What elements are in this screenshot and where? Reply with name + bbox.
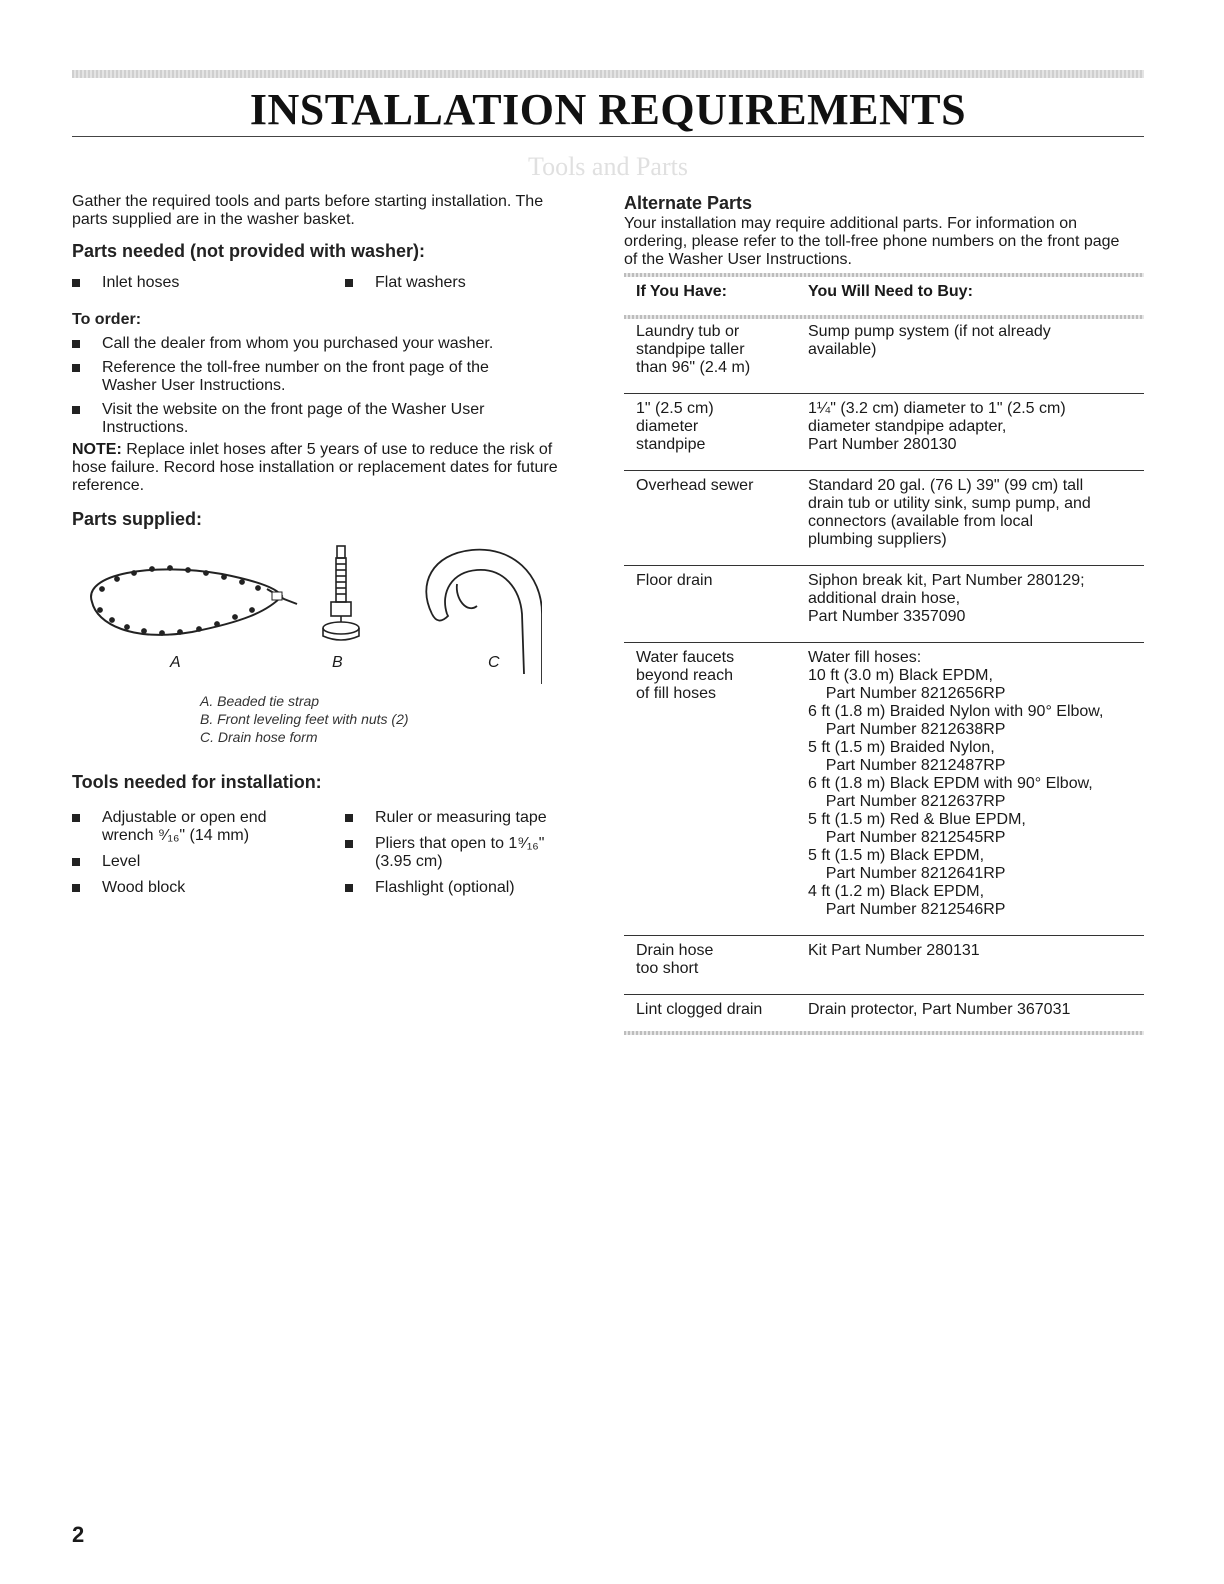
bullet-icon — [345, 814, 353, 822]
drain-hose-form-icon — [426, 550, 542, 684]
cell-line: Part Number 8212545RP — [808, 829, 1006, 846]
list-item: Wood block — [72, 879, 345, 897]
list-item: Call the dealer from whom you purchased your washer. — [72, 335, 532, 353]
list-item: Visit the website on the front page of the Washer User Instructions. — [72, 401, 532, 437]
cell-line: Water faucets — [636, 649, 735, 666]
cell-line: Kit Part Number 280131 — [808, 942, 980, 959]
parts-drawing — [72, 544, 542, 694]
list-item: Pliers that open to 1⁹⁄₁₆" (3.95 cm) — [345, 835, 565, 871]
note-label: NOTE: — [72, 441, 122, 458]
cell-line: Laundry tub or — [636, 323, 740, 340]
bullet-icon — [345, 840, 353, 848]
cell-line: Siphon break kit, Part Number 280129; — [808, 572, 1085, 589]
table-row — [624, 566, 1144, 633]
cell-line: 5 ft (1.5 m) Black EPDM, — [808, 847, 985, 864]
row-separator — [624, 632, 1144, 643]
cell-line: Water fill hoses: — [808, 649, 922, 666]
list-item: Inlet hoses — [72, 274, 345, 292]
table-row — [624, 394, 1144, 461]
cell-line: Sump pump system (if not already — [808, 323, 1051, 340]
to-order-heading: To order: — [72, 311, 142, 328]
bullet-icon — [72, 340, 80, 348]
bullet-icon — [72, 279, 80, 287]
cell-buy — [808, 394, 1144, 461]
table-row — [624, 319, 1144, 383]
cell-line: additional drain hose, — [808, 590, 961, 607]
cell-line: 10 ft (3.0 m) Black EPDM, — [808, 667, 993, 684]
cell-buy — [808, 319, 1144, 383]
table-row — [624, 936, 1144, 985]
col-header-have: If You Have: — [636, 283, 727, 300]
list-item: Level — [72, 853, 345, 871]
part-label-b: B — [332, 654, 343, 671]
beaded-tie-strap-icon — [91, 566, 297, 636]
cell-have — [624, 995, 808, 1026]
note-paragraph — [72, 441, 587, 495]
intro-paragraph: Gather the required tools and parts before starting installation. The parts supplied are in the washer basket. — [72, 193, 544, 228]
row-separator — [624, 984, 1144, 995]
cell-line: beyond reach — [636, 667, 733, 684]
bullet-icon — [72, 406, 80, 414]
alternate-parts-table — [624, 277, 1144, 1025]
row-separator — [624, 555, 1144, 566]
note-text: Replace inlet hoses after 5 years of use to reduce the risk of hose failure. Record hose installation or replacement dates for future reference. — [72, 441, 558, 494]
alternate-intro: Your installation may require additional parts. For information on ordering, please refer to the toll-free phone numbers on the front page of the Washer User Instructions. — [624, 215, 1120, 268]
row-separator — [624, 460, 1144, 471]
page-title: INSTALLATION REQUIREMENTS — [249, 85, 967, 134]
cell-buy — [808, 995, 1144, 1026]
header-rule — [72, 70, 1144, 78]
cell-line: 6 ft (1.8 m) Black EPDM with 90° Elbow, — [808, 775, 1093, 792]
alternate-parts-heading: Alternate Parts — [624, 193, 753, 213]
table-header-row — [624, 277, 1144, 301]
cell-buy — [808, 471, 1144, 556]
parts-legend — [200, 692, 587, 746]
cell-line: diameter standpipe adapter, — [808, 418, 1007, 435]
list-item: Reference the toll-free number on the front page of the Washer User Instructions. — [72, 359, 532, 395]
cell-line: available) — [808, 341, 877, 358]
cell-line: 5 ft (1.5 m) Braided Nylon, — [808, 739, 995, 756]
list-item: Flat washers — [345, 274, 575, 292]
cell-line: Standard 20 gal. (76 L) 39" (99 cm) tall — [808, 477, 1084, 494]
title-divider — [72, 136, 1144, 137]
row-separator — [624, 925, 1144, 936]
left-column — [72, 193, 587, 897]
right-column — [624, 193, 1144, 1035]
to-order-list — [72, 335, 532, 437]
table-bottom-rule — [624, 1031, 1144, 1035]
cell-line: Part Number 8212546RP — [808, 901, 1006, 918]
cell-line: Part Number 8212487RP — [808, 757, 1006, 774]
bullet-icon — [72, 364, 80, 372]
cell-buy — [808, 936, 1144, 985]
cell-line: 5 ft (1.5 m) Red & Blue EPDM, — [808, 811, 1026, 828]
cell-have — [624, 394, 808, 461]
cell-buy — [808, 566, 1144, 633]
tools-heading: Tools needed for installation: — [72, 772, 322, 792]
leveling-foot-icon — [323, 546, 359, 640]
cell-have — [624, 471, 808, 556]
cell-line: Drain hose — [636, 942, 714, 959]
cell-line: Part Number 8212656RP — [808, 685, 1006, 702]
cell-line: too short — [636, 960, 699, 977]
list-item: Flashlight (optional) — [345, 879, 575, 897]
cell-line: 1¼" (3.2 cm) diameter to 1" (2.5 cm) — [808, 400, 1066, 417]
cell-line: Drain protector, Part Number 367031 — [808, 1001, 1071, 1018]
cell-have — [624, 566, 808, 633]
legend-item: C. Drain hose form — [200, 729, 318, 745]
legend-item: A. Beaded tie strap — [200, 693, 320, 709]
tools-list — [72, 809, 587, 897]
cell-have — [624, 643, 808, 926]
part-label-a: A — [170, 654, 181, 671]
cell-line: plumbing suppliers) — [808, 531, 947, 548]
cell-line: Part Number 280130 — [808, 436, 957, 453]
table-row — [624, 995, 1144, 1026]
col-header-buy: You Will Need to Buy: — [808, 283, 973, 300]
parts-illustration — [72, 544, 587, 694]
bullet-icon — [345, 279, 353, 287]
cell-line: Lint clogged drain — [636, 1001, 763, 1018]
cell-line: connectors (available from local — [808, 513, 1033, 530]
page-number: 2 — [72, 1522, 85, 1547]
cell-have — [624, 319, 808, 383]
cell-line: Overhead sewer — [636, 477, 754, 494]
cell-line: Part Number 3357090 — [808, 608, 966, 625]
cell-line: Floor drain — [636, 572, 713, 589]
part-label-c: C — [488, 654, 500, 671]
cell-line: Part Number 8212637RP — [808, 793, 1006, 810]
cell-have — [624, 936, 808, 985]
legend-item: B. Front leveling feet with nuts (2) — [200, 711, 409, 727]
bullet-icon — [72, 858, 80, 866]
parts-needed-heading: Parts needed (not provided with washer): — [72, 241, 426, 261]
table-row — [624, 471, 1144, 556]
cell-line: diameter — [636, 418, 699, 435]
bullet-icon — [345, 884, 353, 892]
cell-line: drain tub or utility sink, sump pump, and — [808, 495, 1091, 512]
bullet-icon — [72, 884, 80, 892]
parts-supplied-heading: Parts supplied: — [72, 509, 203, 529]
cell-line: Part Number 8212638RP — [808, 721, 1006, 738]
cell-line: 4 ft (1.2 m) Black EPDM, — [808, 883, 985, 900]
cell-line: of fill hoses — [636, 685, 717, 702]
cell-line: standpipe — [636, 436, 706, 453]
parts-needed-list — [72, 274, 587, 292]
list-item: Ruler or measuring tape — [345, 809, 575, 827]
cell-buy — [808, 643, 1144, 926]
table-row — [624, 643, 1144, 926]
cell-line: than 96" (2.4 m) — [636, 359, 751, 376]
section-subtitle: Tools and Parts — [528, 152, 688, 181]
cell-line: standpipe taller — [636, 341, 745, 358]
cell-line: Part Number 8212641RP — [808, 865, 1006, 882]
cell-line: 6 ft (1.8 m) Braided Nylon with 90° Elbow, — [808, 703, 1104, 720]
bullet-icon — [72, 814, 80, 822]
row-separator — [624, 383, 1144, 394]
cell-line: 1" (2.5 cm) — [636, 400, 714, 417]
list-item: Adjustable or open end wrench ⁹⁄₁₆" (14 mm) — [72, 809, 302, 845]
